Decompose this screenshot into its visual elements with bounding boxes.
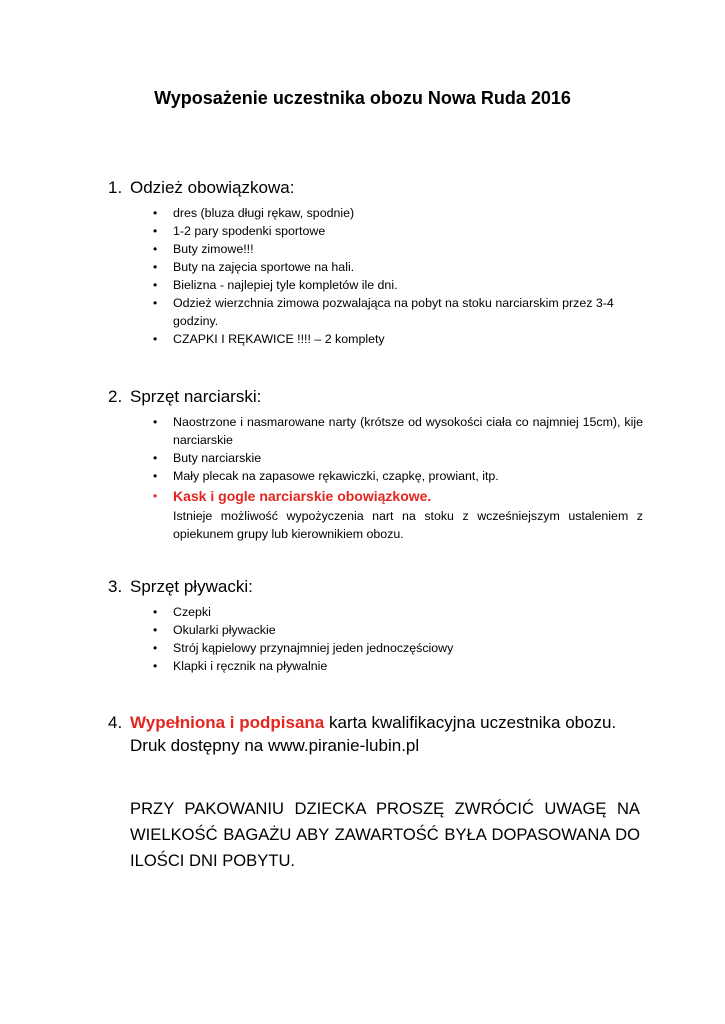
- section-ski-equipment: [108, 386, 643, 543]
- list-item: • Klapki i ręcznik na pływalnie: [153, 659, 328, 673]
- bullet-icon: •: [153, 242, 158, 256]
- bullet-icon: •: [153, 659, 158, 673]
- section-heading: [108, 576, 643, 598]
- list-item-required: [153, 487, 643, 506]
- ski-list: [108, 413, 643, 543]
- bullet-icon: •: [153, 415, 158, 429]
- section-clothing: [108, 177, 643, 348]
- section-title: Sprzęt pływacki:: [130, 577, 253, 596]
- bullet-icon: •: [153, 260, 158, 274]
- required-helmet-goggles: Kask i gogle narciarskie obowiązkowe.: [173, 488, 432, 504]
- section-swimming: [108, 576, 643, 675]
- section-heading: [108, 177, 643, 199]
- list-item: • 1-2 pary spodenki sportowe: [153, 224, 326, 238]
- section-title: Sprzęt narciarski:: [130, 387, 262, 406]
- qualification-card-text: karta kwalifikacyjna uczestnika obozu.: [324, 713, 617, 732]
- section-heading: [108, 386, 643, 408]
- bullet-icon: •: [153, 278, 158, 292]
- rental-note: Istnieje możliwość wypożyczenia nart na stoku z wcześniejszym ustaleniem z opiekunem grupy lub kierownikiem obozu.: [173, 509, 643, 541]
- bullet-icon: •: [153, 469, 158, 483]
- swimming-list: [108, 603, 643, 675]
- section-number: 2.: [108, 387, 123, 406]
- bullet-icon: •: [153, 224, 158, 238]
- list-item: • Buty narciarskie: [153, 451, 262, 465]
- section-number: 3.: [108, 577, 123, 596]
- list-item: • Naostrzone i nasmarowane narty (krótsze od wysokości ciała co najmniej 15cm), kije narciarskie: [153, 415, 643, 447]
- list-item: • Buty na zajęcia sportowe na hali.: [153, 260, 355, 274]
- list-item: • Bielizna - najlepiej tyle kompletów ile dni.: [153, 278, 398, 292]
- section-title: Odzież obowiązkowa:: [130, 178, 295, 197]
- list-item: • CZAPKI I RĘKAWICE !!!! – 2 komplety: [153, 332, 385, 346]
- bullet-icon: •: [153, 605, 158, 619]
- section-qualification-card: [108, 711, 643, 757]
- section-number: 4.: [108, 713, 123, 732]
- page-title: Wyposażenie uczestnika obozu Nowa Ruda 2016: [154, 88, 571, 108]
- list-item: • Okularki pływackie: [153, 623, 276, 637]
- section-heading: [108, 711, 643, 757]
- list-item: • dres (bluza długi rękaw, spodnie): [153, 206, 355, 220]
- clothing-list: [108, 204, 643, 348]
- bullet-icon: •: [153, 206, 158, 220]
- list-item: • Czepki: [153, 605, 211, 619]
- bullet-icon: •: [153, 623, 158, 637]
- bullet-icon: •: [153, 296, 158, 310]
- packing-warning: PRZY PAKOWANIU DZIECKA PROSZĘ ZWRÓCIĆ UWAGĘ NA WIELKOŚĆ BAGAŻU ABY ZAWARTOŚĆ BYŁA DOPASOWANA DO ILOŚCI DNI POBYTU.: [130, 799, 640, 870]
- list-item: • Mały plecak na zapasowe rękawiczki, czapkę, prowiant, itp.: [153, 469, 499, 483]
- section-number: 1.: [108, 178, 123, 197]
- filled-signed-highlight: Wypełniona i podpisana: [130, 713, 325, 732]
- bullet-icon: •: [153, 641, 158, 655]
- list-item: • Buty zimowe!!!: [153, 242, 254, 256]
- bullet-icon: •: [153, 332, 158, 346]
- download-info: Druk dostępny na www.piranie-lubin.pl: [130, 736, 420, 755]
- bullet-icon: •: [153, 451, 158, 465]
- bullet-icon: •: [153, 489, 158, 503]
- list-item: • Strój kąpielowy przynajmniej jeden jednoczęściowy: [153, 641, 454, 655]
- list-item: • Odzież wierzchnia zimowa pozwalająca na pobyt na stoku narciarskim przez 3-4 godziny.: [153, 296, 614, 328]
